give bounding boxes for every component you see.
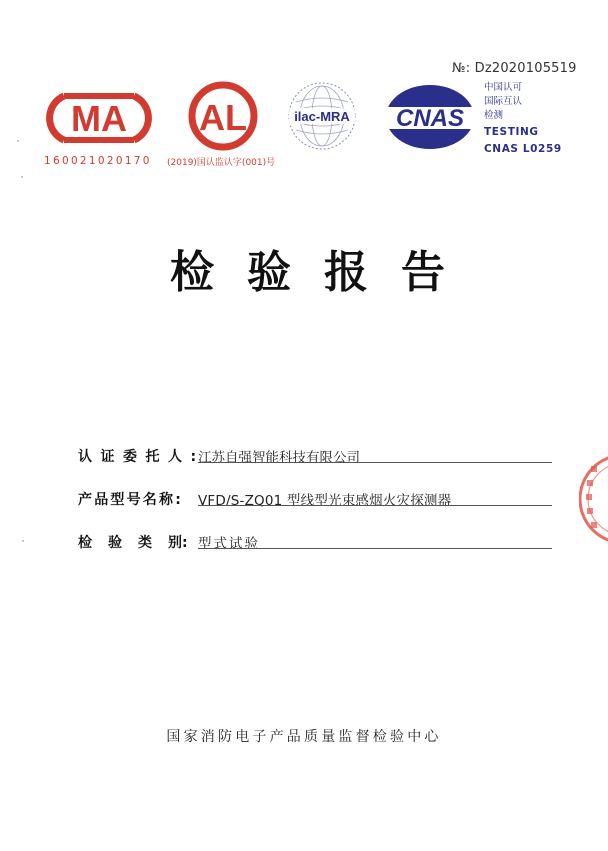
test-type-label-char: 检 [78,535,92,551]
document-title: 检验报告 [170,247,478,298]
test-type-label [78,532,188,552]
scan-speck [17,140,19,142]
cal-logo [183,80,263,152]
product-underline [198,505,552,506]
cnas-line-number: CNAS L0259 [484,143,562,155]
scan-speck [22,540,24,542]
ilac-mra-logo [286,80,358,152]
seal-stamp-fragment [579,444,608,554]
test-type-label-char: 验 [108,535,122,551]
cnas-line-testing-cn: 检测 [484,110,504,121]
test-type-underline [198,548,552,549]
test-type-label-char: 类 [138,535,152,551]
cal-logo-text: AL [199,97,247,138]
cnas-logo-text: CNAS [395,105,465,132]
product-label: 产品型号名称: [78,492,183,508]
cnas-line-china-accredited: 中国认可 [484,82,523,93]
report-number: №: Dz2020105519 [452,61,577,76]
product-value: VFD/S-ZQ01 型线型光束感烟火灾探测器 [198,493,452,509]
cnas-line-mutual-recognition: 国际互认 [484,96,523,107]
cma-logo [44,90,154,146]
cal-certificate-number: (2019)国认监认字(001)号 [167,158,276,168]
client-value: 江苏自强智能科技有限公司 [198,450,360,466]
scan-speck [21,176,23,178]
ilac-logo-text: ilac-MRA [294,109,350,124]
cma-logo-text: MA [71,98,127,139]
test-type-label-char: 别: [168,535,188,551]
client-label: 认证委托人: [78,449,205,465]
cnas-logo [382,82,478,152]
issuing-organization: 国家消防电子产品质量监督检验中心 [166,729,442,745]
cma-certificate-number: 160021020170 [44,155,152,167]
client-underline [198,462,552,463]
cnas-line-testing: TESTING [484,126,539,138]
test-type-value: 型式试验 [198,536,260,552]
